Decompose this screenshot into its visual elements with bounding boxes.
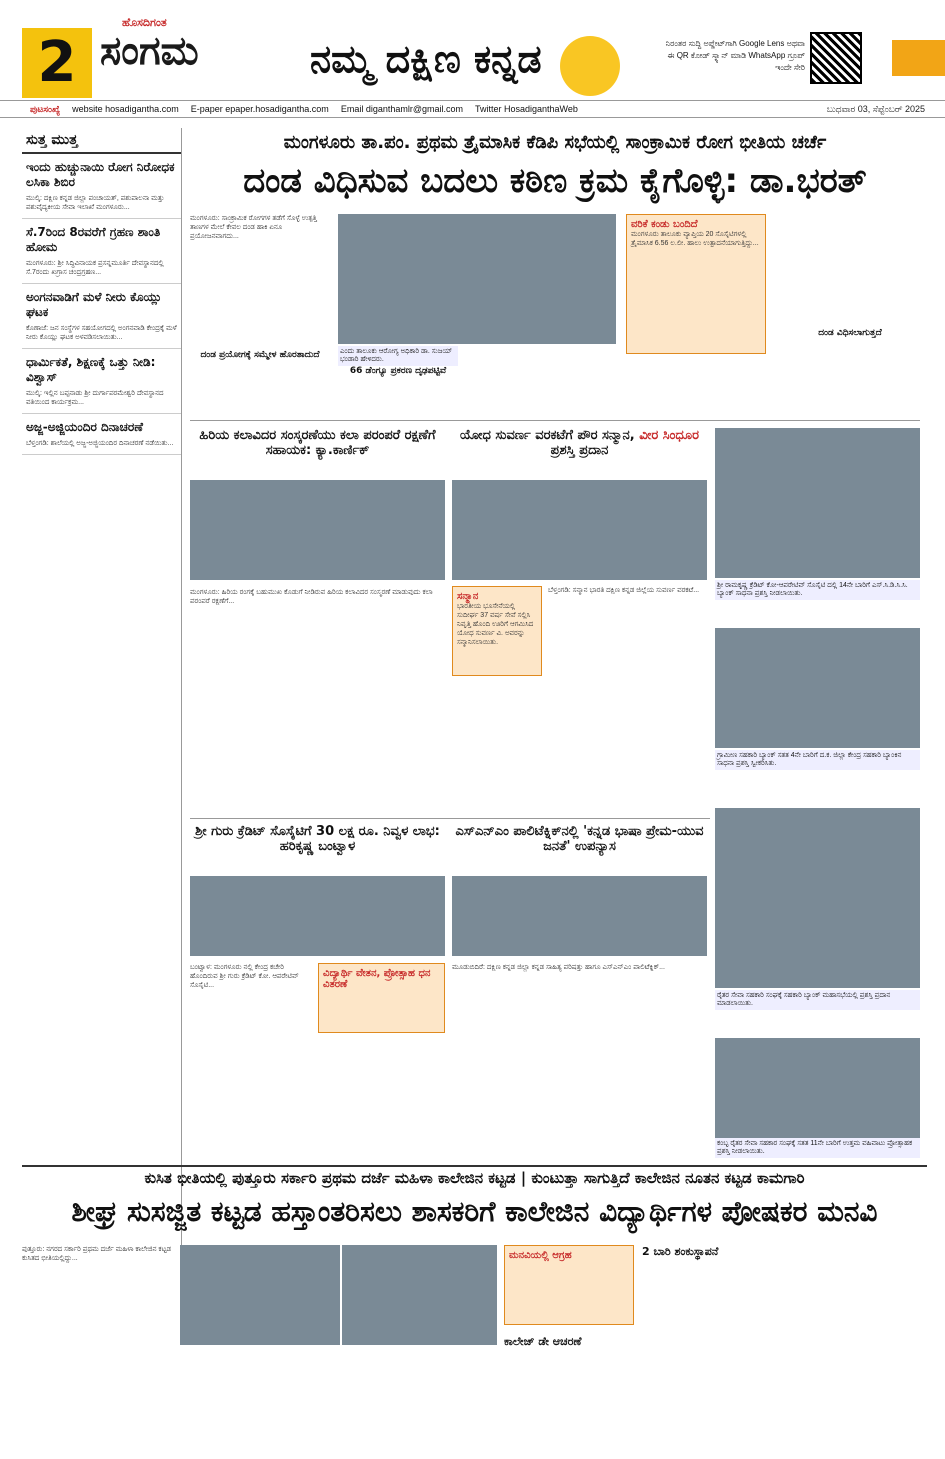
- story3-headline-a: ಯೋಧ ಸುವರ್ಣ ವರಕಟೆಗೆ ಪೌರ ಸನ್ಮಾನ,: [460, 428, 635, 443]
- left-column: [22, 128, 182, 1328]
- bottom-box-head: ಮನವಿಯಲ್ಲಿ ಆಗ್ರಹ: [509, 1250, 572, 1261]
- qr-code-icon[interactable]: [810, 32, 862, 84]
- left-story: [22, 154, 181, 219]
- bottom-subhead: ಕಾಲೇಜ್ ಡೇ ಆಚರಣೆ: [504, 1335, 582, 1348]
- left-story-body: ಮುಲ್ಕಿ: ದಕ್ಷಿಣ ಕನ್ನಡ ಜಿಲ್ಲಾ ಪಂಚಾಯತ್, ಪಶುಪಾಲನಾ ಮತ್ತು ಪಶುವೈದ್ಯಕೀಯ ಸೇವಾ ಇಲಾಖೆ ಮಂಗಳೂರು...: [26, 195, 165, 211]
- story4-box-head: ವಿದ್ಯಾರ್ಥಿ ವೇತನ, ಪ್ರೋತ್ಸಾಹ ಧನ ವಿತರಣೆ: [323, 968, 431, 990]
- lead-box-body: ಮಂಗಳೂರು ತಾಲೂಕು ವ್ಯಾಪ್ತಿಯ 20 ಸೊಸೈಟಿಗಳಲ್ಲಿ ತ್ರೈಮಾಸಿಕ 6.56 ಲ.ಲೀ. ಹಾಲು ಉತ್ಪಾದನೆಯಾಗುತ್ತಿದ್ದು...: [631, 231, 759, 247]
- section-title: ನಮ್ಮ ದಕ್ಷಿಣ ಕನ್ನಡ: [310, 36, 542, 81]
- decorative-sun: [560, 36, 620, 96]
- masthead: [0, 0, 945, 102]
- left-story-body: ಮಂಗಳೂರು: ಶ್ರೀ ಸಿದ್ಧಿವಿನಾಯಕ ಪ್ರಸನ್ನಮೂರ್ತಿ ದೇವಸ್ಥಾನದಲ್ಲಿ ಸೆ.7ರಂದು ಖಗ್ರಾಸ ಚಂದ್ರಗ್ರಹಣ...: [26, 260, 164, 276]
- story3-box: [452, 586, 542, 676]
- story3-headline: [452, 428, 707, 458]
- lead-subhead: 66 ಡೆಂಗ್ಯೂ ಪ್ರಕರಣ ದೃಢಪಟ್ಟಿವೆ: [349, 366, 447, 376]
- divider: [190, 420, 920, 421]
- bottom-body: ಪುತ್ತೂರು: ನಗರದ ಸರ್ಕಾರಿ ಪ್ರಥಮ ದರ್ಜೆ ಮಹಿಳಾ ಕಾಲೇಜಿನ ಕಟ್ಟಡ ಕುಸಿತದ ಭೀತಿಯಲ್ಲಿದ್ದು...: [22, 1246, 172, 1262]
- left-story-body: ಬೆಳ್ತಂಗಡಿ: ಶಾಲೆಯಲ್ಲಿ ಅಜ್ಜ-ಅಜ್ಜಿಯಂದಿರ ದಿನಾಚರಣೆ ನಡೆಯಿತು...: [26, 440, 174, 447]
- divider: [190, 818, 710, 819]
- right-caption: ರೈತರ ಸೇವಾ ಸಹಕಾರಿ ಸಂಘಕ್ಕೆ ಸಹಕಾರಿ ಬ್ಯಾಂಕ್ ಮಹಾಸಭೆಯಲ್ಲಿ ಪ್ರಶಸ್ತಿ ಪ್ರದಾನ ಮಾಡಲಾಯಿತು.: [715, 990, 920, 1010]
- bottom-headline: ಶೀಘ್ರ ಸುಸಜ್ಜಿತ ಕಟ್ಟಡ ಹಸ್ತಾಂತರಿಸಲು ಶಾಸಕರಿಗೆ ಕಾಲೇಜಿನ ವಿದ್ಯಾರ್ಥಿಗಳ ಪೋಷಕರ ಮನವಿ: [71, 1195, 878, 1228]
- right-photo: [715, 1038, 920, 1138]
- story2-headline: ಹಿರಿಯ ಕಲಾವಿದರ ಸಂಸ್ಕರಣೆಯು ಕಲಾ ಪರಂಪರೆ ರಕ್ಷಣೆಗೆ ಸಹಾಯಕ: ಕ್ಯಾ.ಕಾರ್ಣಿಕ್: [199, 428, 436, 458]
- left-story-head: ಅಂಗನವಾಡಿಗೆ ಮಳೆ ನೀರು ಕೊಯ್ಲು ಘಟಕ: [26, 290, 162, 319]
- lead-subhead: ದಂಡ ಪ್ರಯೋಗಕ್ಕೆ ಸಮ್ಮೇಳ ಹೊರತಾದುದೆ: [200, 350, 320, 360]
- story3-body: ಬೆಳ್ತಂಗಡಿ: ಸನ್ಮಾನ ಭಾರತಿ ದಕ್ಷಿಣ ಕನ್ನಡ ಜಿಲ್ಲೆಯ ಸುವರ್ಣ ವರಕಟೆ...: [548, 587, 700, 594]
- story4-headline: ಶ್ರೀ ಗುರು ಕ್ರೆಡಿಟ್ ಸೊಸೈಟಿಗೆ 30 ಲಕ್ಷ ರೂ. ನಿವ್ವಳ ಲಾಭ: ಹರಿಕೃಷ್ಣ ಬಂಟ್ವಾಳ: [195, 824, 440, 854]
- story5-body: ಮೂಡುಬಿದಿರೆ: ದಕ್ಷಿಣ ಕನ್ನಡ ಜಿಲ್ಲಾ ಕನ್ನಡ ಸಾಹಿತ್ಯ ಪರಿಷತ್ತು ಹಾಗೂ ಎಸ್‌ಎನ್‌ಎಂ ಪಾಲಿಟೆಕ್ನಿಕ್...: [452, 964, 665, 971]
- story2-photo: [190, 480, 445, 580]
- decorative-bar: [892, 40, 945, 76]
- story4-body: ಬಂಟ್ವಾಳ: ಮಂಗಳೂರು ನಲ್ಲಿ ಕೇಂದ್ರ ಕಚೇರಿ ಹೊಂದಿರುವ ಶ್ರೀ ಗುರು ಕ್ರೆಡಿಟ್ ಕೋ. ಆಪರೇಟಿವ್ ಸೊಸೈಟಿ...: [190, 964, 299, 989]
- right-caption: ಕಂಬ್ಳ ರೈತರ ಸೇವಾ ಸಹಕಾರ ಸಂಘಕ್ಕೆ ಸತತ 11ನೇ ಬಾರಿಗೆ ಉತ್ತಮ ವಹಿವಾಟು ಪ್ರೋತ್ಸಾಹಕ ಪ್ರಶಸ್ತಿ ನೀಡಲಾಯಿತು.: [715, 1138, 920, 1158]
- email-link[interactable]: Email diganthamlr@gmail.com: [340, 104, 463, 114]
- bottom-photo: [180, 1245, 340, 1345]
- page-number: 2: [22, 28, 92, 98]
- right-photo: [715, 628, 920, 748]
- brand-name: ಸಂಗಮ: [100, 28, 199, 74]
- story3-headline-c: ಪ್ರಶಸ್ತಿ ಪ್ರದಾನ: [550, 443, 609, 458]
- right-photo: [715, 808, 920, 988]
- lead-caption: ಎಂದು ತಾಲೂಕು ಆರೋಗ್ಯ ಅಧಿಕಾರಿ ಡಾ. ಸುಜಯ್ ಭಂಡಾರಿ ಹೇಳಿದರು.: [338, 346, 458, 366]
- story5-headline: ಎಸ್‌ಎನ್‌ಎಂ ಪಾಲಿಟೆಕ್ನಿಕ್‌ನಲ್ಲಿ 'ಕನ್ನಡ ಭಾಷಾ ಪ್ರೇಮ-ಯುವ ಜನತೆ' ಉಪನ್ಯಾಸ: [455, 824, 704, 854]
- story4-photo: [190, 876, 445, 956]
- lead-box-head: ವರಿಕೆ ಕಂಡು ಬಂದಿದೆ: [631, 219, 698, 230]
- whatsapp-promo: ನಿರಂತರ ಸುದ್ದಿ ಅಪ್ಡೇಟ್‌ಗಾಗಿ Google Lens ಅಥವಾ ಈ QR ಕೋಡ್ ಸ್ಕ್ಯಾನ್ ಮಾಡಿ WhatsApp ಗ್ರೂಪ್ ಇಂದೇ ಸೇರಿ: [665, 39, 805, 72]
- bottom-story: [22, 1165, 927, 1445]
- story2-body: ಮಂಗಳೂರು: ಹಿರಿಯ ರಂಗಕ್ಕೆ ಬಹುಮುಖ ಕೊಡುಗೆ ನೀಡಿರುವ ಹಿರಿಯ ಕಲಾವಿದರ ಸಂಸ್ಮರಣೆ ಮಾಡುವುದು ಕಲಾ ಪರಂಪರೆ ರಕ್ಷಣೆಗೆ...: [190, 589, 433, 605]
- website-link[interactable]: website hosadigantha.com: [72, 104, 179, 114]
- bottom-subhead: 2 ಬಾರಿ ಶಂಕುಸ್ಥಾಪನೆ: [642, 1245, 719, 1258]
- left-story-body: ಮುಲ್ಕಿ: ಇಲ್ಲಿನ ಬಪ್ಪನಾಡು ಶ್ರೀ ದುರ್ಗಾಪರಮೇಶ್ವರಿ ದೇವಸ್ಥಾನದ ವತಿಯಿಂದ ಕಾರ್ಯಕ್ರಮ...: [26, 390, 164, 406]
- bottom-kicker: ಕುಸಿತ ಭೀತಿಯಲ್ಲಿ ಪುತ್ತೂರು ಸರ್ಕಾರಿ ಪ್ರಥಮ ದರ್ಜೆ ಮಹಿಳಾ ಕಾಲೇಜಿನ ಕಟ್ಟಡ | ಕುಂಟುತ್ತಾ ಸಾಗುತ್ತಿದೆ ಕಾಲೇಜಿನ ನೂತನ ಕಟ್ಟಡ ಕಾಮಗಾರಿ: [144, 1169, 805, 1187]
- right-photo: [715, 428, 920, 578]
- lead-kicker: ಮಂಗಳೂರು ತಾ.ಪಂ. ಪ್ರಥಮ ತ್ರೈಮಾಸಿಕ ಕೆಡಿಪಿ ಸಭೆಯಲ್ಲಿ ಸಾಂಕ್ರಾಮಿಕ ರೋಗ ಭೀತಿಯ ಚರ್ಚೆ: [283, 132, 827, 153]
- left-story: [22, 349, 181, 414]
- right-caption: ಶ್ರೀ ರಾಮಕೃಷ್ಣ ಕ್ರೆಡಿಟ್ ಕೋ-ಆಪರೇಟಿವ್ ಸೊಸೈಟಿ ದಲ್ಲಿ 14ನೇ ಬಾರಿಗೆ ಎಸ್.ಸಿ.ಡಿ.ಸಿ.ಸಿ. ಬ್ಯಾಂಕ್ ಸಾಧನಾ ಪ್ರಶಸ್ತಿ ನೀಡಲಾಯಿತು.: [715, 580, 920, 600]
- lead-headline: ದಂಡ ವಿಧಿಸುವ ಬದಲು ಕಠಿಣ ಕ್ರಮ ಕೈಗೊಳ್ಳಿ: ಡಾ.ಭರತ್: [243, 161, 867, 201]
- epaper-link[interactable]: E-paper epaper.hosadigantha.com: [190, 104, 329, 114]
- bottom-photo: [342, 1245, 497, 1345]
- left-story-head: ಧಾರ್ಮಿಕತೆ, ಶಿಕ್ಷಣಕ್ಕೆ ಒತ್ತು ನೀಡಿ: ವಿಶ್ವಾಸ್: [26, 355, 156, 384]
- info-bar: [0, 100, 945, 118]
- section-logo: ಸುತ್ತ ಮುತ್ತ: [22, 128, 181, 154]
- lead-right-subhead: ದಂಡ ವಿಧಿಸಲಾಗುತ್ತದೆ: [818, 328, 882, 338]
- story4-box: [318, 963, 445, 1033]
- lead-body: ಮಂಗಳೂರು: ಸಾಂಕ್ರಾಮಿಕ ರೋಗಗಳ ತಡೆಗೆ ಸೊಳ್ಳೆ ಉತ್ಪತ್ತಿ ತಾಣಗಳ ಮೇಲೆ ಕೇವಲ ದಂಡ ಹಾಕಿ ಏನೂ ಪ್ರಯೋಜನವಾಗದು...: [190, 215, 317, 240]
- main-area: [190, 128, 920, 1158]
- left-story: [22, 414, 181, 455]
- left-story-head: ಇಂದು ಹುಚ್ಚುನಾಯಿ ರೋಗ ನಿರೋಧಕ ಲಸಿಕಾ ಶಿಬಿರ: [26, 160, 175, 189]
- story5-photo: [452, 876, 707, 956]
- brand: [100, 16, 199, 74]
- story3-photo: [452, 480, 707, 580]
- story3-box-body: ಭಾರತೀಯ ಭೂಸೇನೆಯಲ್ಲಿ ಸುದೀರ್ಘ 37 ವರ್ಷ ಸೇವೆ ಸಲ್ಲಿಸಿ ನಿವೃತ್ತಿ ಹೊಂದಿ ಊರಿಗೆ ಆಗಮಿಸಿದ ಯೋಧ ಸುವರ್ಣ ವಿ. ಅವರನ್ನು ಸನ್ಮಾನಿಸಲಾಯಿತು.: [457, 603, 534, 646]
- page-label: ಪುಟಸಂಖ್ಯೆ: [30, 103, 61, 114]
- left-story-head: ಸೆ.7ರಿಂದ 8ರವರೆಗೆ ಗ್ರಹಣ ಶಾಂತಿ ಹೋಮ: [26, 225, 161, 254]
- lead-photo: [338, 214, 616, 344]
- left-story: [22, 219, 181, 284]
- left-story-head: ಅಜ್ಜ-ಅಜ್ಜಿಯಂದಿರ ದಿನಾಚರಣೆ: [26, 420, 143, 434]
- right-caption: ಗ್ರಾಮೀಣ ಸಹಕಾರಿ ಬ್ಯಾಂಕ್ ಸತತ 4ನೇ ಬಾರಿಗೆ ದ.ಕ. ಜಿಲ್ಲಾ ಕೇಂದ್ರ ಸಹಕಾರಿ ಬ್ಯಾಂಕಿನ ಸಾಧನಾ ಪ್ರಶಸ್ತಿ ಸ್ವೀಕರಿಸಿತು.: [715, 750, 920, 770]
- bottom-box: [504, 1245, 634, 1325]
- story3-box-head: ಸನ್ಮಾನ: [457, 591, 479, 602]
- brand-small: ಹೊಸದಿಗಂತ: [122, 16, 167, 29]
- left-story-body: ಕೊಣಾಜೆ: ಜನ ಸಂಸ್ಥೆಗಳ ಸಹಯೋಗದಲ್ಲಿ ಅಂಗನವಾಡಿ ಕೇಂದ್ರಕ್ಕೆ ಮಳೆ ನೀರು ಕೊಯ್ಲು ಘಟಕ ಅಳವಡಿಸಲಾಯಿತು...: [26, 325, 177, 341]
- story3-headline-b: ವೀರ ಸಿಂಧೂರ: [639, 428, 699, 443]
- date: ಬುಧವಾರ 03, ಸೆಪ್ಟೆಂಬರ್ 2025: [826, 103, 925, 114]
- left-story: [22, 284, 181, 349]
- lead-side-box: [626, 214, 766, 354]
- divider: [22, 1165, 927, 1167]
- twitter-link[interactable]: Twitter HosadiganthaWeb: [475, 104, 578, 114]
